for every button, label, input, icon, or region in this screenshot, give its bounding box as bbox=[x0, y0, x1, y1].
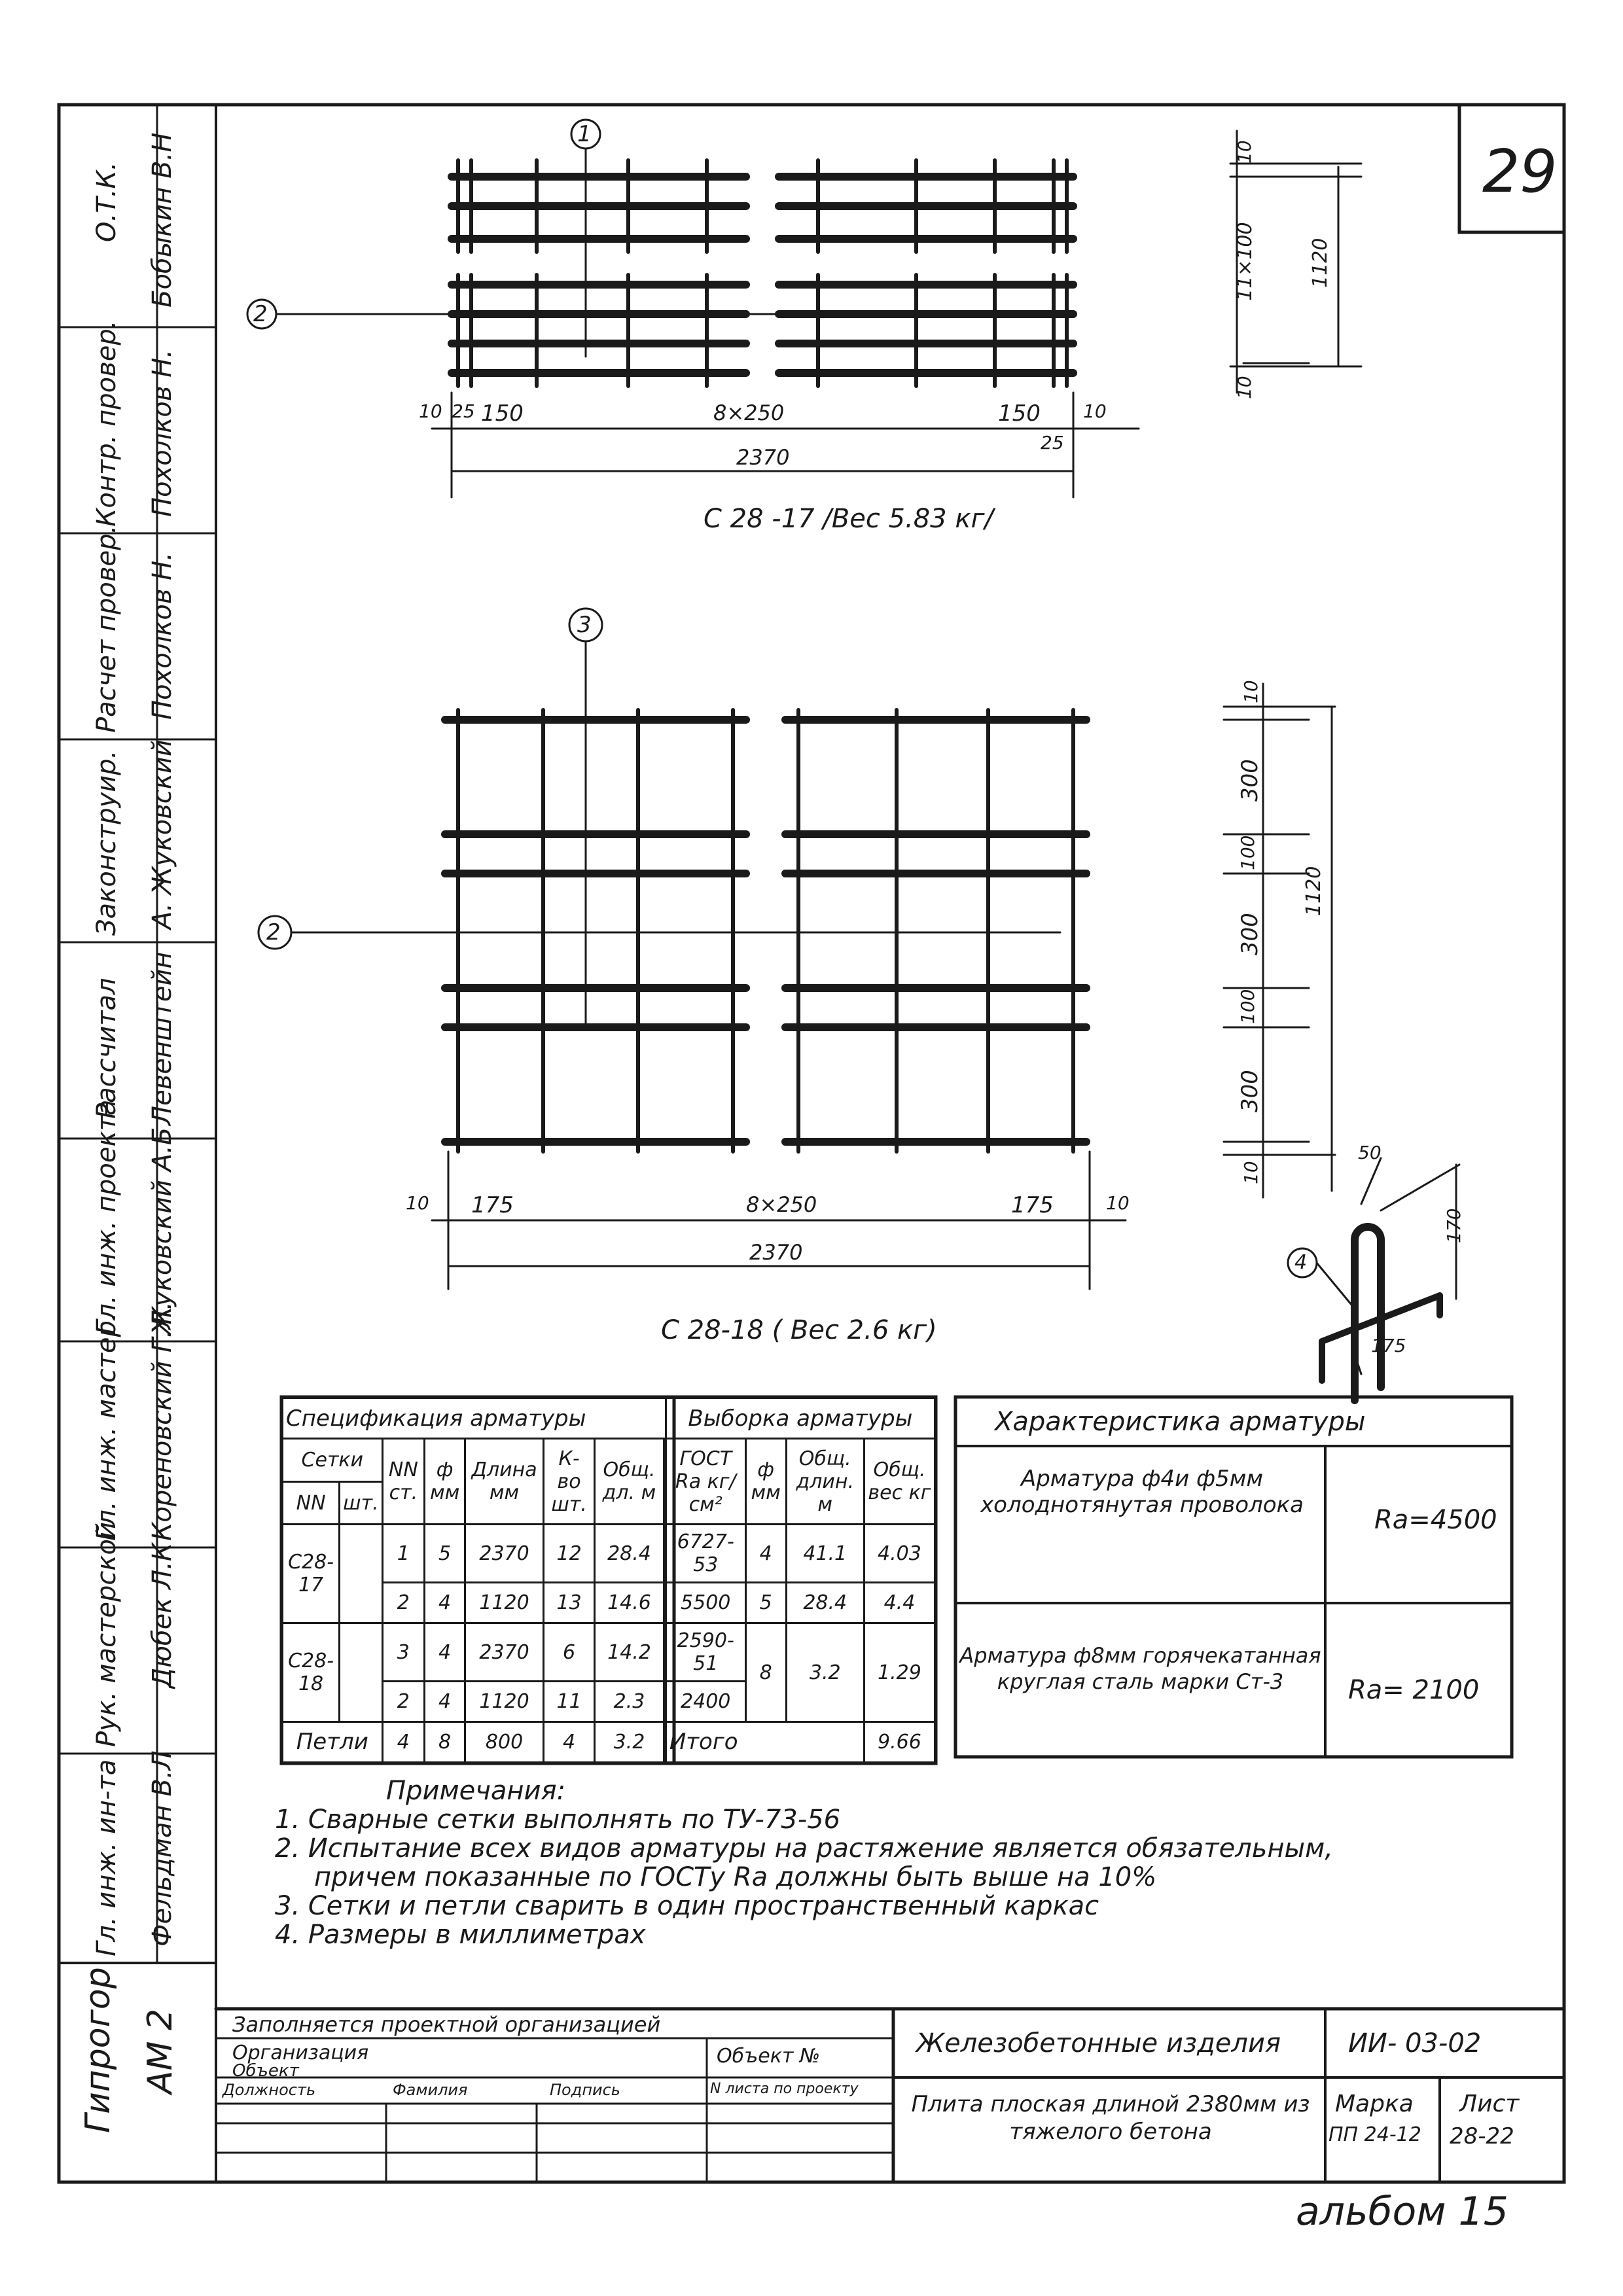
mesh2-dim-span: 8×250 bbox=[746, 1192, 817, 1217]
tb-product: Железобетонные изделия bbox=[916, 2028, 1281, 2058]
spec-loops-label: Петли bbox=[283, 1722, 383, 1762]
spec-table bbox=[281, 1397, 936, 1763]
spec-cell: 4.03 bbox=[864, 1525, 935, 1583]
mesh1-dim-total: 2370 bbox=[736, 445, 790, 470]
mesh2-dim-total: 2370 bbox=[749, 1240, 803, 1265]
note-item: 1. Сварные сетки выполнять по ТУ-73-56 bbox=[275, 1805, 841, 1835]
spec-cell: 41.1 bbox=[786, 1525, 864, 1583]
stamp-master-name: Кореновский Г.Л. bbox=[147, 1301, 177, 1541]
stamp-kontr-role: Контр. провер. bbox=[92, 320, 122, 527]
tb-sheet-no: N листа по проекту bbox=[710, 2081, 859, 2097]
stamp-otk-role: О.Т.К. bbox=[92, 162, 122, 242]
mesh2-dim-v-5: 300 bbox=[1237, 1070, 1263, 1112]
mesh1-dim-10b: 10 bbox=[1083, 400, 1107, 422]
spec-h-total: Общ. дл. м bbox=[595, 1439, 664, 1525]
char-title: Характеристика арматуры bbox=[995, 1407, 1366, 1437]
spec-h-len2: Общ. длин. м bbox=[786, 1439, 864, 1525]
spec-cell: 12 bbox=[544, 1525, 595, 1583]
stamp-konstr-role: Законструир. bbox=[92, 750, 122, 936]
tb-sheet: 28-22 bbox=[1450, 2123, 1514, 2149]
spec-h-count: К-во шт. bbox=[544, 1439, 595, 1525]
spec-cell: 4 bbox=[425, 1681, 465, 1722]
tb-org: Организация bbox=[232, 2041, 369, 2064]
mesh1-dim-25b: 25 bbox=[1041, 432, 1064, 453]
spec-h-weight: Общ. вес кг bbox=[864, 1439, 935, 1525]
stamp-gip-role: Гл. инж. проекта bbox=[92, 1099, 122, 1335]
mesh2-dim-v-6: 10 bbox=[1240, 1161, 1262, 1184]
spec-cell: 4 bbox=[544, 1722, 595, 1762]
spec-cell: 2370 bbox=[465, 1623, 544, 1682]
mesh2-dim-v-3: 300 bbox=[1237, 913, 1263, 955]
table-row bbox=[283, 1722, 935, 1762]
spec-cell: 8 bbox=[745, 1623, 786, 1722]
loop-dim-50: 50 bbox=[1358, 1142, 1382, 1163]
loop-detail bbox=[1288, 1158, 1459, 1400]
spec-cell: 1 bbox=[382, 1525, 424, 1583]
spec-cell: 9.66 bbox=[864, 1722, 935, 1762]
spec-cell: 2590-51 bbox=[666, 1623, 745, 1682]
spec-cell: 3.2 bbox=[786, 1623, 864, 1722]
spec-itogo: Итого bbox=[666, 1722, 864, 1762]
tb-desc: Плита плоская длиной 2380мм из тяжелого бетона bbox=[911, 2091, 1310, 2145]
tb-object-no: Объект № bbox=[717, 2045, 821, 2068]
tb-object: Объект bbox=[232, 2061, 299, 2081]
stamp-gip-name: Жуковский А.Б bbox=[147, 1127, 177, 1335]
mesh2-dim-175a: 175 bbox=[471, 1192, 514, 1218]
notes-title: Примечания: bbox=[386, 1776, 566, 1806]
mesh2-dim-175b: 175 bbox=[1011, 1192, 1054, 1218]
mesh1-dim-v-10a: 10 bbox=[1234, 140, 1255, 164]
stamp-gi-inst-name: Фельдман В.Л bbox=[147, 1750, 177, 1947]
spec-cell: 800 bbox=[465, 1722, 544, 1762]
mesh1-dim-10a: 10 bbox=[419, 400, 442, 422]
loop-dim-170: 170 bbox=[1443, 1208, 1465, 1243]
spec-cell: 14.2 bbox=[595, 1623, 664, 1682]
stamp-konstr-name: А. Жуковский bbox=[147, 739, 177, 929]
spec-cell: 1120 bbox=[465, 1583, 544, 1623]
tb-sheet-label: Лист bbox=[1459, 2091, 1520, 2117]
spec-cell: 2 bbox=[382, 1681, 424, 1722]
spec-cell: 28.4 bbox=[595, 1525, 664, 1583]
char-row1-desc: Арматура ф4и ф5мм холоднотянутая проволока bbox=[980, 1466, 1304, 1518]
spec-cell: 5 bbox=[425, 1525, 465, 1583]
mesh2-caption: С 28-18 ( Вес 2.6 кг) bbox=[661, 1315, 937, 1345]
tb-fill-note: Заполняется проектной организацией bbox=[232, 2012, 661, 2037]
spec-title-right: Выборка арматуры bbox=[666, 1398, 935, 1439]
mesh1-callout-1: 1 bbox=[577, 121, 592, 147]
spec-cell: 2.3 bbox=[595, 1681, 664, 1722]
mesh2-callout-3: 3 bbox=[577, 612, 592, 638]
mesh2-callout-2: 2 bbox=[266, 919, 281, 945]
tb-code: ИИ- 03-02 bbox=[1348, 2028, 1482, 2058]
mesh1-bars bbox=[452, 177, 1073, 373]
spec-h-len: Длина мм bbox=[465, 1439, 544, 1525]
tb-mark: ПП 24-12 bbox=[1329, 2123, 1421, 2146]
spec-h-qty: шт. bbox=[340, 1481, 382, 1525]
spec-cell: 6 bbox=[544, 1623, 595, 1682]
stamp-gi-inst-role: Гл. инж. ин-та bbox=[92, 1759, 122, 1956]
spec-cell: 2400 bbox=[666, 1681, 745, 1722]
char-row2-desc: Арматура ф8мм горячекатанная круглая сталь марки Ст-3 bbox=[959, 1643, 1321, 1694]
spec-h-dia2: ф мм bbox=[745, 1439, 786, 1525]
loop-dim-175: 175 bbox=[1371, 1335, 1406, 1356]
note-item: 3. Сетки и петли сварить в один пространственный каркас bbox=[275, 1891, 1099, 1921]
stamp-ruk-role: Рук. мастерской bbox=[92, 1522, 122, 1747]
char-row1-val: Ra=4500 bbox=[1374, 1505, 1497, 1535]
mesh2-dim-10a: 10 bbox=[406, 1192, 429, 1214]
mesh1-dim-v-10b: 10 bbox=[1234, 376, 1255, 399]
stamp-rasschital-name: Левенштейн bbox=[147, 951, 177, 1125]
mesh1-dim-span: 8×250 bbox=[713, 400, 785, 425]
spec-h-dia: ф мм bbox=[425, 1439, 465, 1525]
spec-cell: 4 bbox=[425, 1583, 465, 1623]
tb-mark-label: Марка bbox=[1335, 2091, 1414, 2117]
page-number: 29 bbox=[1482, 137, 1558, 206]
note-item: 2. Испытание всех видов арматуры на растяжение является обязательным, bbox=[275, 1833, 1333, 1863]
mesh2-dim-v-2: 100 bbox=[1237, 835, 1258, 870]
stamp-kontr-name: Похолков Н. bbox=[147, 349, 177, 517]
mesh2-dim-10b: 10 bbox=[1106, 1192, 1130, 1214]
mesh1-caption: С 28 -17 /Вес 5.83 кг/ bbox=[704, 504, 993, 534]
spec-cell: 28.4 bbox=[786, 1583, 864, 1623]
note-item: 4. Размеры в миллиметрах bbox=[275, 1920, 646, 1950]
spec-cell: 1.29 bbox=[864, 1623, 935, 1722]
spec-cell: 2 bbox=[382, 1583, 424, 1623]
spec-cell: 2370 bbox=[465, 1525, 544, 1583]
spec-h-num: NN ст. bbox=[382, 1439, 424, 1525]
table-row bbox=[283, 1525, 935, 1583]
mesh1-dim-v-11x100: 11×100 bbox=[1234, 222, 1257, 301]
album-label: альбом 15 bbox=[1296, 2189, 1508, 2234]
mesh1-dim-150b: 150 bbox=[998, 400, 1041, 427]
mesh2-dim-v-4: 100 bbox=[1237, 989, 1258, 1024]
mesh2-dim-v-0: 10 bbox=[1240, 680, 1262, 703]
stamp-rasschital-role: Рассчитал bbox=[92, 978, 122, 1119]
mesh1-dim-150a: 150 bbox=[481, 400, 524, 427]
spec-cell: 4 bbox=[425, 1623, 465, 1682]
mesh2-dim-v-1: 300 bbox=[1237, 759, 1263, 802]
stamp-master-role: Гл. инж. мастер. bbox=[92, 1312, 122, 1541]
notes bbox=[275, 1776, 1333, 1949]
spec-cell: 5 bbox=[745, 1583, 786, 1623]
spec-cell: 5500 bbox=[666, 1583, 745, 1623]
spec-cell: 14.6 bbox=[595, 1583, 664, 1623]
spec-cell-mesh: С28-17 bbox=[283, 1525, 340, 1623]
spec-cell: 6727-53 bbox=[666, 1525, 745, 1583]
mesh1-callout-2: 2 bbox=[253, 301, 268, 327]
tb-col-sign: Подпись bbox=[550, 2081, 620, 2099]
spec-h-nn: NN bbox=[283, 1481, 340, 1525]
stamp-otk-name: Бобыкин В.Н bbox=[147, 132, 177, 308]
spec-cell-mesh: С28-18 bbox=[283, 1623, 340, 1722]
spec-cell: 4.4 bbox=[864, 1583, 935, 1623]
institute-dept: АМ 2 bbox=[141, 2008, 180, 2094]
table-row bbox=[283, 1623, 935, 1682]
spec-cell: 8 bbox=[425, 1722, 465, 1762]
stamp-raschet-role: Расчет провер. bbox=[92, 525, 122, 733]
institute-name: Гипрогор bbox=[79, 1967, 118, 2133]
spec-h-mesh: Сетки bbox=[283, 1439, 383, 1482]
char-row2-val: Ra= 2100 bbox=[1348, 1675, 1480, 1705]
tb-col-pos: Должность bbox=[223, 2081, 316, 2099]
stamp-ruk-name: Дюбек Л.К bbox=[147, 1542, 177, 1688]
spec-cell: 13 bbox=[544, 1583, 595, 1623]
stamp-raschet-name: Похолков Н. bbox=[147, 552, 177, 720]
spec-cell: 1120 bbox=[465, 1681, 544, 1722]
mesh1-dim-v-total: 1120 bbox=[1309, 238, 1332, 288]
note-item: причем показанные по ГОСТу Rа должны быть выше на 10% bbox=[314, 1862, 1157, 1892]
tb-col-name: Фамилия bbox=[393, 2081, 468, 2099]
spec-cell: 11 bbox=[544, 1681, 595, 1722]
spec-title-left: Спецификация арматуры bbox=[283, 1398, 666, 1439]
spec-cell: 4 bbox=[382, 1722, 424, 1762]
spec-cell: 3 bbox=[382, 1623, 424, 1682]
spec-cell: 3.2 bbox=[595, 1722, 664, 1762]
mesh2-dim-v-total: 1120 bbox=[1302, 866, 1325, 916]
mesh1-dim-25a: 25 bbox=[452, 400, 475, 422]
spec-cell: 4 bbox=[745, 1525, 786, 1583]
loop-callout-4: 4 bbox=[1294, 1251, 1308, 1274]
spec-h-gost: ГОСТ Rа кг/см² bbox=[666, 1439, 745, 1525]
